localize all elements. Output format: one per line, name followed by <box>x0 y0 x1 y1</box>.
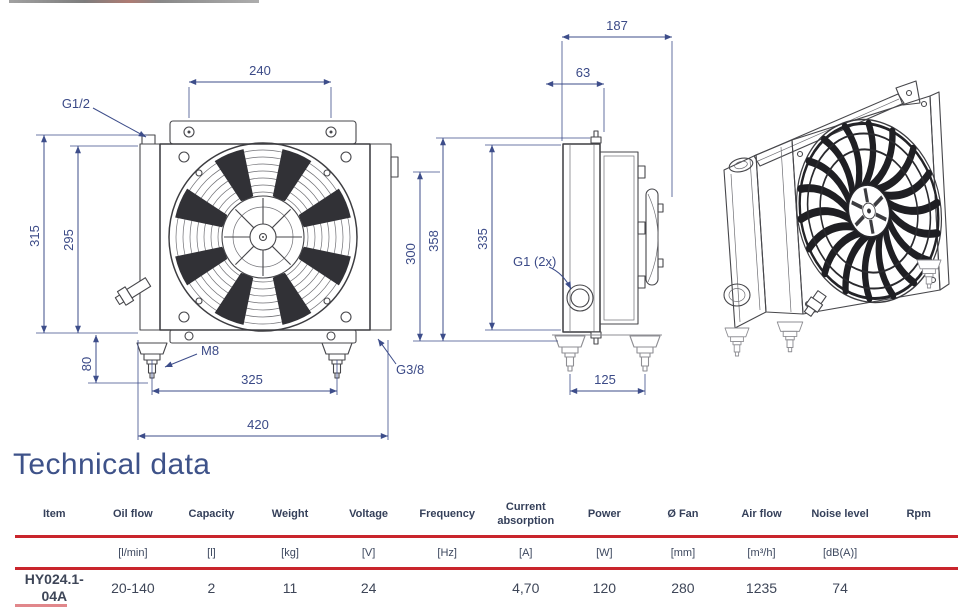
side-port-oil-label: G1 (2x) <box>513 254 557 269</box>
front-dim-width-overall: 420 <box>247 417 269 432</box>
isometric-view <box>724 81 956 356</box>
value-current-absorption: 4,70 <box>512 580 540 596</box>
technical-drawing <box>0 4 973 454</box>
front-dim-foot-spacing: 325 <box>241 372 263 387</box>
col-header-power: Power <box>587 508 621 521</box>
col-header-current-absorption: Current absorption <box>497 501 555 527</box>
unit-oil-flow: [l/min] <box>118 546 148 559</box>
col-header-rpm: Rpm <box>906 508 931 521</box>
front-dim-height-core: 295 <box>61 229 76 251</box>
value-oil-flow: 20-140 <box>111 580 155 596</box>
technical-data-table <box>15 495 958 606</box>
front-port-top-label: G1/2 <box>61 96 90 111</box>
value-capacity: 2 <box>207 580 216 596</box>
table-data-row <box>15 569 958 607</box>
unit-air-flow: [m³/h] <box>747 546 776 559</box>
unit-weight: [kg] <box>281 546 299 559</box>
col-header-air-flow: Air flow <box>741 508 782 521</box>
unit-current-absorption: [A] <box>519 546 533 559</box>
unit-rpm <box>879 537 958 569</box>
unit-capacity: [l] <box>207 546 216 559</box>
cropped-header-artifact <box>9 0 259 3</box>
unit-frequency: [Hz] <box>437 546 457 559</box>
col-header-fan-diameter: Ø Fan <box>667 508 699 521</box>
unit-power: [W] <box>596 546 613 559</box>
value-rpm <box>879 569 958 607</box>
unit-noise-level: [dB(A)] <box>822 546 858 559</box>
side-dim-foot-spacing: 125 <box>594 372 616 387</box>
col-header-item: Item <box>42 508 66 521</box>
inlet-fitting <box>113 275 152 308</box>
value-noise-level: 74 <box>832 580 848 596</box>
front-bolt-label: M8 <box>201 343 220 358</box>
unit-item <box>15 537 94 569</box>
table-units-row <box>15 537 958 569</box>
col-header-capacity: Capacity <box>188 508 235 521</box>
front-dim-height-overall: 315 <box>27 225 42 247</box>
item-code-line2: 04A <box>41 588 68 604</box>
front-port-drain-label: G3/8 <box>396 362 425 377</box>
col-header-noise-level: Noise level <box>811 508 869 521</box>
front-dim-fan-mount-width: 240 <box>249 63 271 78</box>
col-header-frequency: Frequency <box>419 508 475 521</box>
side-dim-depth-overall: 187 <box>606 18 628 33</box>
side-dim-height-overall: 358 <box>426 230 441 252</box>
col-header-voltage: Voltage <box>349 508 389 521</box>
side-dim-height-body: 335 <box>475 228 490 250</box>
table-header-row <box>15 495 958 537</box>
value-frequency <box>408 569 487 607</box>
col-header-weight: Weight <box>271 508 309 521</box>
value-air-flow: 1235 <box>745 580 778 596</box>
value-voltage: 24 <box>360 580 377 596</box>
side-dim-height-core: 300 <box>403 243 418 265</box>
item-code <box>15 569 94 607</box>
value-fan-diameter: 280 <box>671 580 695 596</box>
front-dim-foot-height: 80 <box>79 356 94 372</box>
side-dim-motor-offset: 63 <box>575 65 591 80</box>
unit-voltage: [V] <box>361 546 376 559</box>
value-weight: 11 <box>282 580 298 596</box>
front-view <box>27 63 424 440</box>
col-header-oil-flow: Oil flow <box>113 508 153 521</box>
side-view <box>403 18 672 395</box>
value-power: 120 <box>592 580 617 596</box>
item-code-line1: HY024.1- <box>24 571 84 588</box>
section-title: Technical data <box>13 448 211 481</box>
unit-fan-diameter: [mm] <box>670 546 696 559</box>
